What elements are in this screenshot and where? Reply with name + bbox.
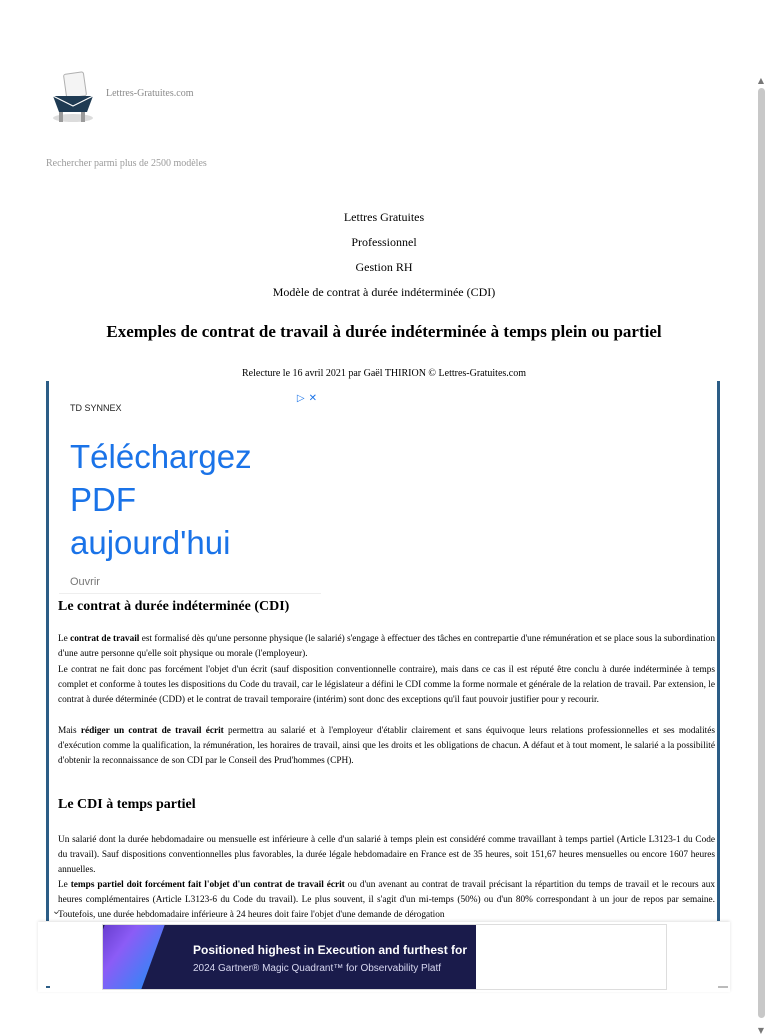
section-heading-temps-partiel: Le CDI à temps partiel	[58, 797, 196, 812]
search-prompt[interactable]: Rechercher parmi plus de 2500 modèles	[46, 158, 207, 169]
paragraph	[58, 878, 715, 921]
ad-open-link[interactable]: Ouvrir	[70, 576, 100, 588]
para-text: Le	[58, 880, 71, 890]
page-scrollbar[interactable]	[754, 38, 768, 1035]
para-text: Le	[58, 634, 71, 644]
banner-graphic	[103, 925, 165, 989]
paragraph	[58, 833, 715, 879]
close-icon[interactable]: ✕	[308, 393, 317, 404]
para-bold: rédiger un contrat de travail écrit	[80, 726, 224, 736]
banner-ad[interactable]	[102, 924, 667, 990]
banner-subtitle: 2024 Gartner® Magic Quadrant™ for Observability Platf	[193, 963, 442, 974]
ad-box[interactable]	[59, 387, 321, 594]
scroll-marker	[718, 986, 728, 988]
scroll-down-arrow-icon[interactable]: ▼	[757, 1026, 765, 1035]
breadcrumb-item-professionnel[interactable]: Professionnel	[351, 235, 417, 249]
ad-controls	[297, 393, 317, 404]
ad-brand: TD SYNNEX	[70, 403, 122, 413]
chevron-down-icon[interactable]: ⌄	[52, 906, 61, 917]
site-logo-icon[interactable]	[45, 68, 105, 128]
para-bold: contrat de travail	[70, 634, 140, 644]
site-logo-text[interactable]: Lettres-Gratuites.com	[106, 88, 194, 99]
para-text: est formalisé dès qu'une personne physique (le salarié) s'engage à effectuer des tâches en contrepartie d'une rémunération et se place sous la subordination d'une autre personne qu'elle soit physique ou morale (l'employeur).	[58, 634, 715, 660]
breadcrumb-item-current: Modèle de contrat à durée indéterminée (CDI)	[272, 285, 496, 299]
paragraph	[58, 724, 715, 770]
para-text: permettra au salarié et à l'employeur d'établir clairement et sans équivoque leurs relations professionnelles et ses modalités d'exécution comme la qualification, la rémunération, les horaires de travail, ainsi que les droits et les obligations de chacun. A défaut et à tout moment, le salarié a la possibilité d'obtenir la reconnaissance de son CDI par le Conseil des Prud'hommes (CPH).	[58, 726, 715, 767]
section-heading-cdi: Le contrat à durée indéterminée (CDI)	[58, 599, 290, 614]
scroll-thumb[interactable]	[758, 88, 765, 1018]
scroll-up-arrow-icon[interactable]: ▲	[757, 76, 765, 85]
breadcrumb-item-gestion-rh[interactable]: Gestion RH	[355, 260, 413, 274]
article-content	[46, 381, 720, 921]
banner-title: Positioned highest in Execution and furthest for	[193, 943, 468, 957]
paragraph	[58, 663, 715, 709]
frame-bottom-marker	[46, 986, 50, 988]
para-bold: temps partiel doit forcément fait l'objet d'un contrat de travail écrit	[70, 880, 345, 890]
page-title: Exemples de contrat de travail à durée indéterminée à temps plein ou partiel	[106, 322, 662, 341]
para-text: Un salarié dont la durée hebdomadaire ou mensuelle est inférieure à celle d'un salarié à temps plein est considéré comme travaillant à temps partiel (Article L3123-1 du Code du travail). Sauf dispositions conventionnelles plus favorables, la durée légale hebdomadaire en France est de 35 heures, soit 151,67 heures mensuelles ou encore 1607 heures annuelles.	[58, 835, 715, 876]
ad-choices-icon[interactable]: ▷	[296, 393, 305, 404]
sticky-ad-banner[interactable]	[38, 922, 730, 992]
ad-headline[interactable]: Téléchargez PDF aujourd'hui	[70, 438, 252, 561]
paragraph	[58, 632, 715, 662]
para-text: ou d'un avenant au contrat de travail précisant la répartition du temps de travail et le recours aux heures complémentaires (Article L3123-6 du Code du travail). Le plus souvent, il s'agit d'un mi-temps (50%) ou d'un 80% correspondant à un jour de repos par semaine. Toutefois, une durée hebdomadaire inférieure à 24 heures doit faire l'objet d'une demande de dérogation	[58, 880, 715, 921]
para-text: Mais	[58, 726, 81, 736]
para-text: Le contrat ne fait donc pas forcément l'objet d'un écrit (sauf disposition conventionnelle contraire), mais dans ce cas il est réputé être conclu à durée indéterminée à temps complet et conforme à toutes les dispositions du Code du travail, car le législateur a défini le CDI comme la forme normale et générale de la relation de travail. Par extension, le contrat à durée déterminée (CDD) et le contrat de travail temporaire (intérim) sont donc des exceptions qu'il faut pouvoir justifier pour y recourir.	[58, 665, 715, 706]
breadcrumb-item-lettres-gratuites[interactable]: Lettres Gratuites	[343, 210, 425, 224]
review-byline: Relecture le 16 avril 2021 par Gaël THIRION © Lettres-Gratuites.com	[242, 368, 526, 379]
banner-ad-image[interactable]	[103, 925, 476, 989]
